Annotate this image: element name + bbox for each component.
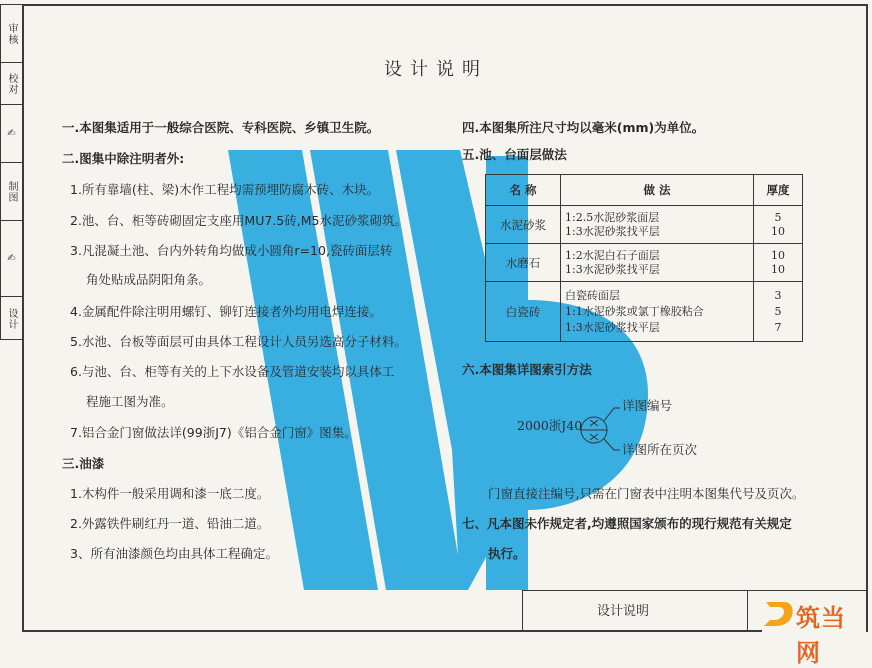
index-label-detail-number: 详图编号	[622, 398, 673, 413]
column-header-name: 名 称	[486, 175, 561, 206]
table-header-row	[486, 175, 803, 206]
strip-cell-review: 审核	[1, 5, 22, 63]
row-method: 白瓷砖面层 1:1水泥砂浆或氯丁橡胶粘合 1:3水泥砂浆找平层	[561, 282, 754, 342]
row-method: 1:2水泥白石子面层 1:3水泥砂浆找平层	[561, 244, 754, 282]
section-2-item: 3.凡混凝土池、台内外转角均做成小圆角r=10,瓷砖面层转	[70, 243, 393, 258]
column-header-method: 做 法	[561, 175, 754, 206]
row-name: 白瓷砖	[486, 282, 561, 342]
index-code: 2000浙J40	[517, 418, 583, 433]
strip-cell-signature-2: ✍	[1, 221, 22, 297]
logo-mark-icon	[762, 598, 796, 630]
row-name: 水泥砂浆	[486, 206, 561, 244]
section-3-item: 3、所有油漆颜色均由具体工程确定。	[70, 546, 278, 561]
section-7: 七、凡本图未作规定者,均遵照国家颁布的现行规范有关规定	[462, 516, 792, 531]
page-title: 设计说明	[384, 59, 488, 80]
site-logo	[762, 596, 866, 667]
strip-cell-design: 设计	[6, 308, 17, 330]
strip-cell-signature-1: ✍	[1, 105, 22, 163]
section-4: 四.本图集所注尺寸均以毫米(mm)为单位。	[462, 120, 705, 135]
section-2-item: 7.铝合金门窗做法详(99浙J7)《铝合金门窗》图集。	[70, 425, 357, 440]
row-name: 水磨石	[486, 244, 561, 282]
title-block-divider	[747, 591, 748, 632]
section-2-item-cont: 程施工图为准。	[86, 394, 174, 409]
logo-text: 筑当网	[796, 604, 846, 667]
section-3-item: 2.外露铁件刷红丹一道、铅油二道。	[70, 516, 270, 531]
section-2-item-cont: 角处贴成品阴阳角条。	[86, 272, 212, 287]
section-3-heading: 三.油漆	[62, 456, 105, 471]
section-6-heading: 六.本图集详图索引方法	[462, 362, 592, 377]
section-2-item: 4.金属配件除注明用螺钉、铆钉连接者外均用电焊连接。	[70, 304, 382, 319]
table-row	[486, 244, 803, 282]
section-2-item: 5.水池、台板等面层可由具体工程设计人员另选高分子材料。	[70, 334, 407, 349]
title-block-title: 设计说明	[597, 604, 650, 619]
surface-layer-table	[485, 174, 803, 342]
column-header-thickness: 厚度	[754, 175, 803, 206]
section-2-item: 6.与池、台、柜等有关的上下水设备及管道安装均以具体工	[70, 364, 395, 379]
table-row	[486, 206, 803, 244]
row-thickness: 3 5 7	[754, 282, 803, 342]
section-2-item: 1.所有靠墙(柱、梁)木作工程均需预埋防腐木砖、木块。	[70, 182, 380, 197]
table-row	[486, 282, 803, 342]
section-7-cont: 执行。	[488, 546, 526, 561]
door-window-note: 门窗直接注编号,只需在门窗表中注明本图集代号及页次。	[488, 486, 805, 501]
row-thickness: 5 10	[754, 206, 803, 244]
row-method: 1:2.5水泥砂浆面层 1:3水泥砂浆找平层	[561, 206, 754, 244]
index-label-page: 详图所在页次	[622, 442, 698, 457]
row-thickness: 10 10	[754, 244, 803, 282]
strip-cell-proof: 校对	[1, 63, 22, 105]
section-3-item: 1.木构件一般采用调和漆一底二度。	[70, 486, 270, 501]
section-2-heading: 二.图集中除注明者外:	[62, 151, 185, 166]
section-2-item: 2.池、台、柜等砖砌固定支座用MU7.5砖,M5水泥砂浆砌筑。	[70, 213, 407, 228]
section-1: 一.本图集适用于一般综合医院、专科医院、乡镇卫生院。	[62, 120, 380, 135]
section-5-heading: 五.池、台面层做法	[462, 147, 567, 162]
strip-cell-draw: 制图	[1, 163, 22, 221]
